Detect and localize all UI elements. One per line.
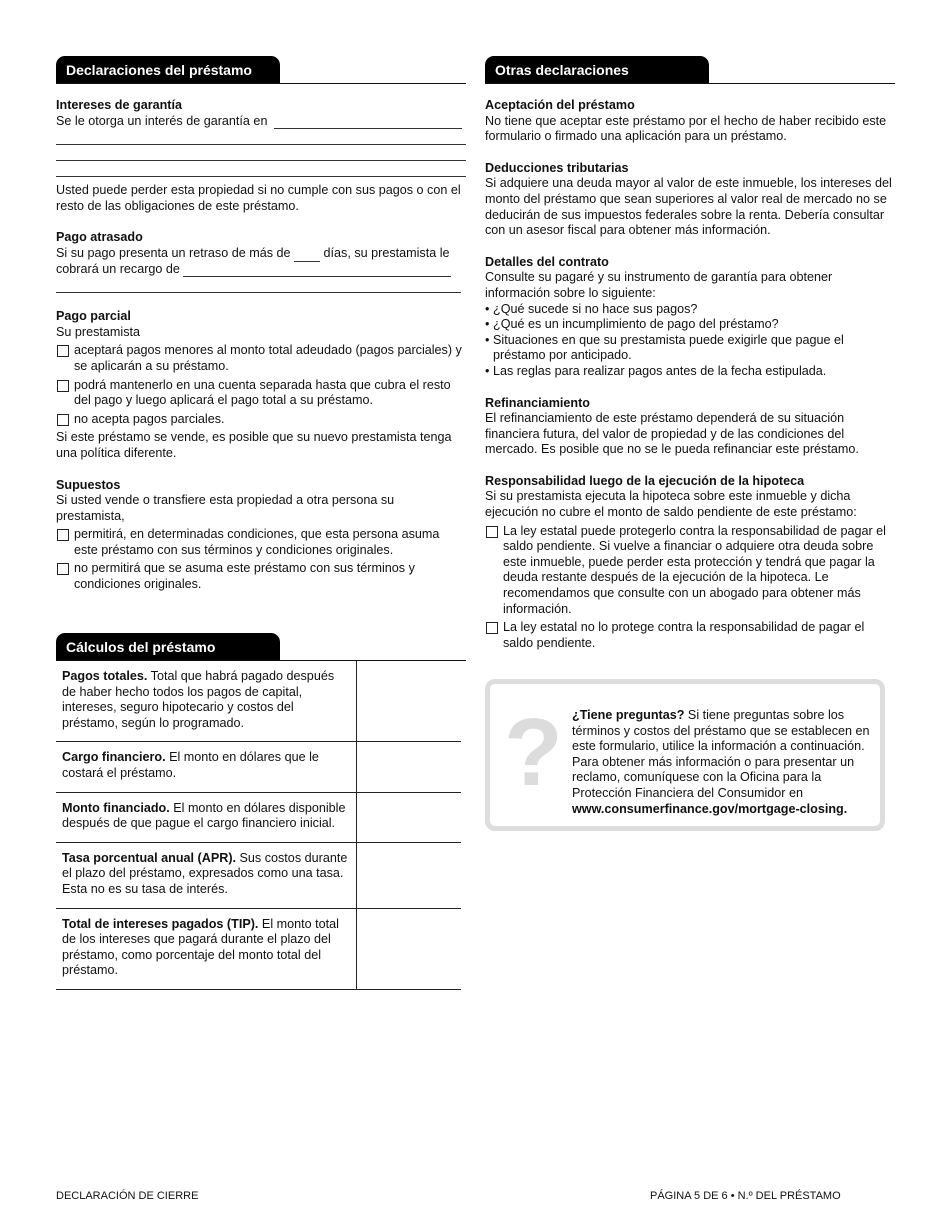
- left-column: [56, 56, 466, 609]
- row-description: El monto total de los intereses que pagará durante el plazo del préstamo, como porcentaje del monto total del préstamo.: [62, 916, 339, 978]
- security-interest-block: [56, 98, 466, 214]
- partial-option-reject: [56, 412, 466, 428]
- tax-deductions-heading: Deducciones tributarias: [485, 160, 629, 175]
- option-label: La ley estatal no lo protege contra la responsabilidad de pagar el saldo pendiente.: [503, 620, 865, 650]
- row-label: Tasa porcentual anual (APR).: [62, 850, 237, 865]
- acceptance-text: No tiene que aceptar este préstamo por el hecho de haber recibido este formulario o firmado una aplicación para un préstamo.: [485, 113, 887, 144]
- assumption-option-deny: [56, 561, 466, 592]
- table-row: [56, 661, 461, 742]
- late-days-field[interactable]: [294, 261, 320, 262]
- option-label: permitirá, en determinadas condiciones, que esta persona asuma este préstamo con sus términos y condiciones originales.: [74, 527, 440, 557]
- section-title: Declaraciones del préstamo: [56, 56, 280, 83]
- liability-option-protected: [485, 524, 895, 618]
- partial-payment-heading: Pago parcial: [56, 309, 131, 324]
- list-item: • ¿Qué sucede si no hace sus pagos?: [485, 302, 895, 318]
- option-label: no acepta pagos parciales.: [74, 411, 225, 426]
- partial-payment-block: [56, 309, 466, 461]
- assumption-intro: Si usted vende o transfiere esta propiedad a otra persona su prestamista,: [56, 493, 395, 523]
- acceptance-heading: Aceptación del préstamo: [485, 98, 635, 112]
- section-header-other-disclosures: [485, 56, 895, 84]
- table-row: [56, 908, 461, 989]
- section-title: Otras declaraciones: [485, 56, 709, 83]
- late-payment-text-a: Si su pago presenta un retraso de más de: [56, 245, 291, 260]
- table-row: [56, 742, 461, 792]
- option-label: aceptará pagos menores al monto total adeudado (pagos parciales) y se aplicarán a su préstamo.: [74, 343, 462, 373]
- checkbox[interactable]: [486, 622, 498, 634]
- tax-deductions-text: Si adquiere una deuda mayor al valor de este inmueble, los intereses del monto del préstamo que sean superiores al valor real de mercado no se deducirán de sus impuestos federales sobre la renta. Debería consultar con un asesor fiscal para obtener más información.: [485, 176, 892, 238]
- security-interest-warning: Usted puede perder esta propiedad si no cumple con sus pagos o con el resto de las obligaciones de este préstamo.: [56, 183, 461, 213]
- option-label: La ley estatal puede protegerlo contra la responsabilidad de pagar el saldo pendiente. Si vuelve a financiar o adquiere otra deuda sobre este inmueble, puede perder esta protección y tendrá que pagar la deuda restante después de la ejecución de la hipoteca. Le recomendamos que consulte con un abogado para obtener más información.: [503, 523, 886, 616]
- contract-details-heading: Detalles del contrato: [485, 254, 609, 269]
- refinance-text: El refinanciamiento de este préstamo dependerá de su situación financiera futura, del valor de propiedad y de las condiciones del mercado. Es posible que no se le pueda refinanciar este préstamo.: [485, 411, 859, 457]
- contract-details-block: [485, 255, 895, 380]
- liability-text: Si su prestamista ejecuta la hipoteca sobre este inmueble y dicha ejecución no cubre el monto de saldo pendiente de este préstamo:: [485, 489, 857, 520]
- list-item: • Situaciones en que su prestamista puede exigirle que pague el préstamo por anticipado.: [485, 333, 895, 364]
- row-label: Monto financiado.: [62, 800, 170, 815]
- liability-heading: Responsabilidad luego de la ejecución de la hipoteca: [485, 473, 805, 488]
- calculations-table: [56, 661, 461, 990]
- questions-heading: ¿Tiene preguntas?: [572, 708, 685, 722]
- row-description: Sus costos durante el plazo del préstamo, expresados como una tasa. Esta no es su tasa de interés.: [62, 850, 348, 896]
- contract-details-text: Consulte su pagaré y su instrumento de garantía para obtener información sobre lo siguiente:: [485, 270, 833, 300]
- security-interest-field[interactable]: [274, 128, 462, 129]
- partial-payment-intro: Su prestamista: [56, 324, 140, 339]
- assumption-option-allow: [56, 527, 466, 558]
- row-description: El monto en dólares que le costará el préstamo.: [62, 750, 319, 780]
- row-label: Cargo financiero.: [62, 750, 166, 765]
- row-label: Total de intereses pagados (TIP).: [62, 916, 259, 931]
- refinance-heading: Refinanciamiento: [485, 395, 590, 410]
- tax-deductions-block: [485, 161, 895, 239]
- late-payment-text-b: días, su prestamista le cobrará un recargo de: [56, 245, 450, 276]
- option-label: podrá mantenerlo en una cuenta separada hasta que cubra el resto del pago y luego aplicará el pago total a su préstamo.: [74, 377, 451, 408]
- finance-charge-value[interactable]: [357, 742, 462, 792]
- late-payment-heading: Pago atrasado: [56, 230, 143, 245]
- questions-box: [485, 679, 885, 831]
- appraisal-block: [485, 98, 895, 145]
- checkbox[interactable]: [57, 380, 69, 392]
- late-fee-field[interactable]: [183, 276, 451, 277]
- footer-form-name: DECLARACIÓN DE CIERRE: [56, 1190, 199, 1202]
- questions-body: Si tiene preguntas sobre los términos y costos del préstamo que se establecen en este formulario, utilice la información a continuación. Para obtener más información o para presentar un reclamo, comuníquese con la Oficina para la Protección Financiera del Consumidor en: [572, 708, 870, 800]
- section-header-loan-disclosures: [56, 56, 466, 84]
- amount-financed-value[interactable]: [357, 792, 462, 842]
- footer-page-info: PÁGINA 5 DE 6 • N.º DEL PRÉSTAMO: [650, 1190, 841, 1202]
- right-column: [485, 56, 895, 667]
- partial-option-accept: [56, 343, 466, 374]
- contract-details-list: [485, 302, 895, 380]
- list-item: • Las reglas para realizar pagos antes de la fecha estipulada.: [485, 364, 895, 380]
- questions-text: [572, 708, 872, 817]
- apr-value[interactable]: [357, 842, 462, 908]
- row-label: Pagos totales.: [62, 669, 148, 683]
- security-interest-line-3[interactable]: [56, 145, 466, 161]
- checkbox[interactable]: [57, 414, 69, 426]
- total-payments-value[interactable]: [357, 661, 462, 742]
- table-row: [56, 792, 461, 842]
- loan-calculations: [56, 633, 466, 990]
- assumption-block: [56, 478, 466, 593]
- section-title: Cálculos del préstamo: [56, 633, 280, 660]
- option-label: no permitirá que se asuma este préstamo con sus términos y condiciones originales.: [74, 561, 415, 592]
- list-item: • ¿Qué es un incumplimiento de pago del préstamo?: [485, 317, 895, 333]
- row-description: El monto en dólares disponible después de que pague el cargo financiero inicial.: [62, 800, 346, 831]
- security-interest-line-2[interactable]: [56, 129, 466, 145]
- table-row: [56, 842, 461, 908]
- security-interest-heading: Intereses de garantía: [56, 98, 182, 112]
- section-header-loan-calculations: [56, 633, 466, 661]
- liability-option-not-protected: [485, 620, 895, 651]
- partial-payment-note: Si este préstamo se vende, es posible que su nuevo prestamista tenga una política diferente.: [56, 430, 452, 460]
- security-interest-text: Se le otorga un interés de garantía en: [56, 113, 268, 128]
- late-payment-block: [56, 230, 466, 293]
- question-mark-icon: ?: [504, 699, 563, 806]
- checkbox[interactable]: [486, 526, 498, 538]
- security-interest-line-4[interactable]: [56, 161, 466, 177]
- checkbox[interactable]: [57, 345, 69, 357]
- late-fee-line-2[interactable]: [56, 277, 461, 293]
- cfpb-link[interactable]: www.consumerfinance.gov/mortgage-closing.: [572, 801, 848, 816]
- row-description: Total que habrá pagado después de haber hecho todos los pagos de capital, intereses, seguro hipotecario y costos del préstamo, según lo programado.: [62, 669, 335, 730]
- refinance-block: [485, 396, 895, 458]
- tip-value[interactable]: [357, 908, 462, 989]
- checkbox[interactable]: [57, 529, 69, 541]
- liability-block: [485, 474, 895, 652]
- checkbox[interactable]: [57, 563, 69, 575]
- assumption-heading: Supuestos: [56, 477, 121, 492]
- partial-option-hold: [56, 378, 466, 409]
